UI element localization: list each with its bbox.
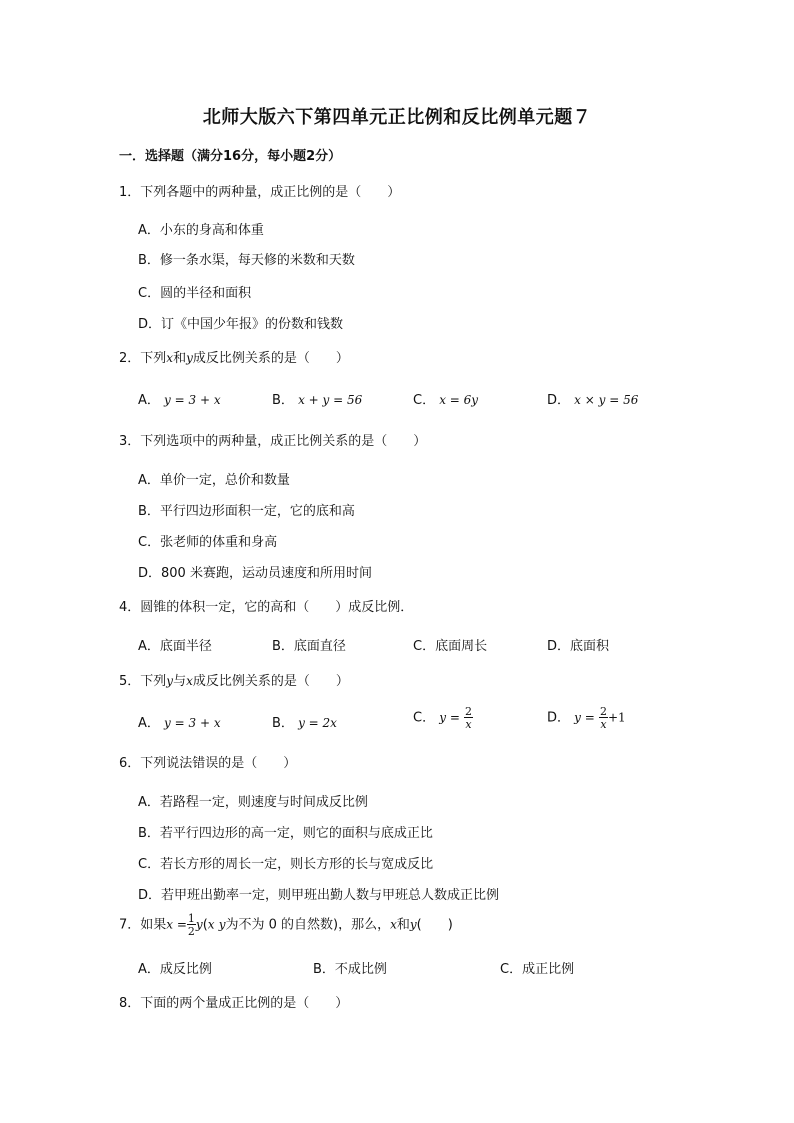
fraction-numerator: 1	[187, 912, 195, 925]
option-label: C．	[413, 393, 436, 408]
question-4: 4．圆锥的体积一定，它的高和（ ）成反比例．	[119, 600, 414, 615]
q6-option-b[interactable]: B．若平行四边形的高一定，则它的面积与底成正比	[138, 826, 433, 841]
q3-option-b[interactable]: B．平行四边形面积一定，它的底和高	[138, 504, 355, 519]
q4-option-b[interactable]: B．底面直径	[272, 639, 346, 654]
q4-option-c[interactable]: C．底面周长	[413, 639, 488, 654]
q5-options-row	[0, 706, 794, 740]
q7-text-part: 和	[396, 917, 410, 933]
q1-option-d[interactable]: D．订《中国少年报》的份数和钱数	[138, 317, 344, 332]
option-expr-lhs: y =	[574, 710, 595, 725]
fraction-numerator: 2	[599, 705, 607, 718]
q7-text-part: ( )	[416, 917, 453, 933]
option-expr-lhs: y =	[439, 710, 460, 725]
option-label: A．	[138, 716, 160, 731]
q5-text-part: 5．下列	[119, 674, 167, 689]
q5-option-a[interactable]	[138, 712, 221, 731]
question-7	[119, 913, 453, 937]
q4-option-a[interactable]: A．底面半径	[138, 639, 212, 654]
fraction-numerator: 2	[465, 705, 473, 718]
option-label: B．	[272, 393, 294, 408]
option-expr: y = 3 + x	[164, 716, 221, 730]
q6-option-d[interactable]: D．若甲班出勤率一定，则甲班出勤人数与甲班总人数成正比例	[138, 888, 500, 903]
q7-var-y: y	[195, 917, 203, 932]
q2-var-x: x	[166, 351, 174, 365]
q7-option-a[interactable]: A．成反比例	[138, 962, 212, 977]
q5-option-d[interactable]	[547, 706, 626, 730]
option-expr: y = 3 + x	[164, 393, 221, 407]
section-heading: 一．选择题（满分16分，每小题2分）	[119, 149, 342, 164]
q4-option-d[interactable]: D．底面积	[547, 639, 610, 654]
fraction	[187, 913, 196, 937]
q3-option-c[interactable]: C．张老师的体重和身高	[138, 535, 278, 550]
document-title: 北师大版六下第四单元正比例和反比例单元题７	[202, 107, 592, 128]
question-3: 3．下列选项中的两种量，成正比例关系的是（ ）	[119, 434, 427, 449]
fraction	[599, 706, 608, 730]
q5-option-c[interactable]	[413, 706, 473, 730]
q2-option-a[interactable]	[138, 389, 221, 408]
q2-text-part: 2．下列	[119, 351, 167, 366]
option-label: A．	[138, 393, 160, 408]
q6-option-c[interactable]: C．若长方形的周长一定，则长方形的长与宽成反比	[138, 857, 434, 872]
q2-var-y: y	[186, 351, 193, 365]
q2-option-d[interactable]	[547, 389, 638, 408]
q5-var-y: y	[166, 674, 174, 688]
option-expr-tail: +1	[607, 710, 626, 725]
option-expr: x + y = 56	[298, 393, 363, 407]
question-5	[119, 670, 349, 689]
q3-option-a[interactable]: A．单价一定，总价和数量	[138, 473, 290, 488]
q7-text-part: (	[202, 917, 208, 933]
fraction-denominator: x	[465, 718, 472, 731]
q7-var-x: x	[390, 917, 397, 932]
q7-option-c[interactable]: C．成正比例	[500, 962, 575, 977]
q7-text-part: 为不为 0 的自然数)，那么，	[225, 917, 391, 933]
q3-option-d[interactable]: D．800 米赛跑，运动员速度和所用时间	[138, 566, 372, 581]
q5-text-part: 成反比例关系的是（ ）	[192, 674, 349, 689]
q7-var-y: y	[409, 917, 417, 932]
q2-options-row	[0, 389, 794, 413]
q2-text-part: 和	[173, 351, 187, 366]
q1-option-c[interactable]: C．圆的半径和面积	[138, 286, 252, 301]
q7-var-x: x	[207, 917, 215, 932]
q7-var-y: y	[218, 917, 226, 932]
fraction-denominator: 2	[187, 925, 195, 938]
option-label: D．	[547, 393, 571, 408]
q5-var-x: x	[186, 674, 193, 688]
q7-text-part: 7．如果	[119, 917, 167, 933]
option-label: C．	[413, 710, 436, 726]
q7-options-row	[0, 958, 794, 982]
question-8: 8．下面的两个量成正比例的是（ ）	[119, 996, 349, 1011]
option-label: B．	[272, 716, 294, 731]
option-label: D．	[547, 710, 571, 726]
q6-option-a[interactable]: A．若路程一定，则速度与时间成反比例	[138, 795, 368, 810]
q2-option-b[interactable]	[272, 389, 362, 408]
q1-option-a[interactable]: A．小东的身高和体重	[138, 223, 264, 238]
fraction-denominator: x	[600, 718, 607, 731]
q5-option-b[interactable]	[272, 712, 337, 731]
q2-text-part: 成反比例关系的是（ ）	[192, 351, 349, 366]
option-expr: x × y = 56	[574, 393, 639, 407]
option-expr: y = 2x	[298, 716, 337, 730]
question-6: 6．下列说法错误的是（ ）	[119, 756, 297, 771]
question-1: 1．下列各题中的两种量，成正比例的是（ ）	[119, 185, 401, 200]
q1-option-b[interactable]: B．修一条水渠，每天修的米数和天数	[138, 253, 355, 268]
q7-option-b[interactable]: B．不成比例	[313, 962, 387, 977]
q2-option-c[interactable]	[413, 389, 478, 408]
q7-eq-lhs: x =	[166, 917, 187, 932]
question-2	[119, 347, 349, 366]
q5-text-part: 与	[173, 674, 187, 689]
q4-options-row	[0, 635, 794, 659]
fraction	[464, 706, 473, 730]
option-expr: x = 6y	[439, 393, 479, 407]
